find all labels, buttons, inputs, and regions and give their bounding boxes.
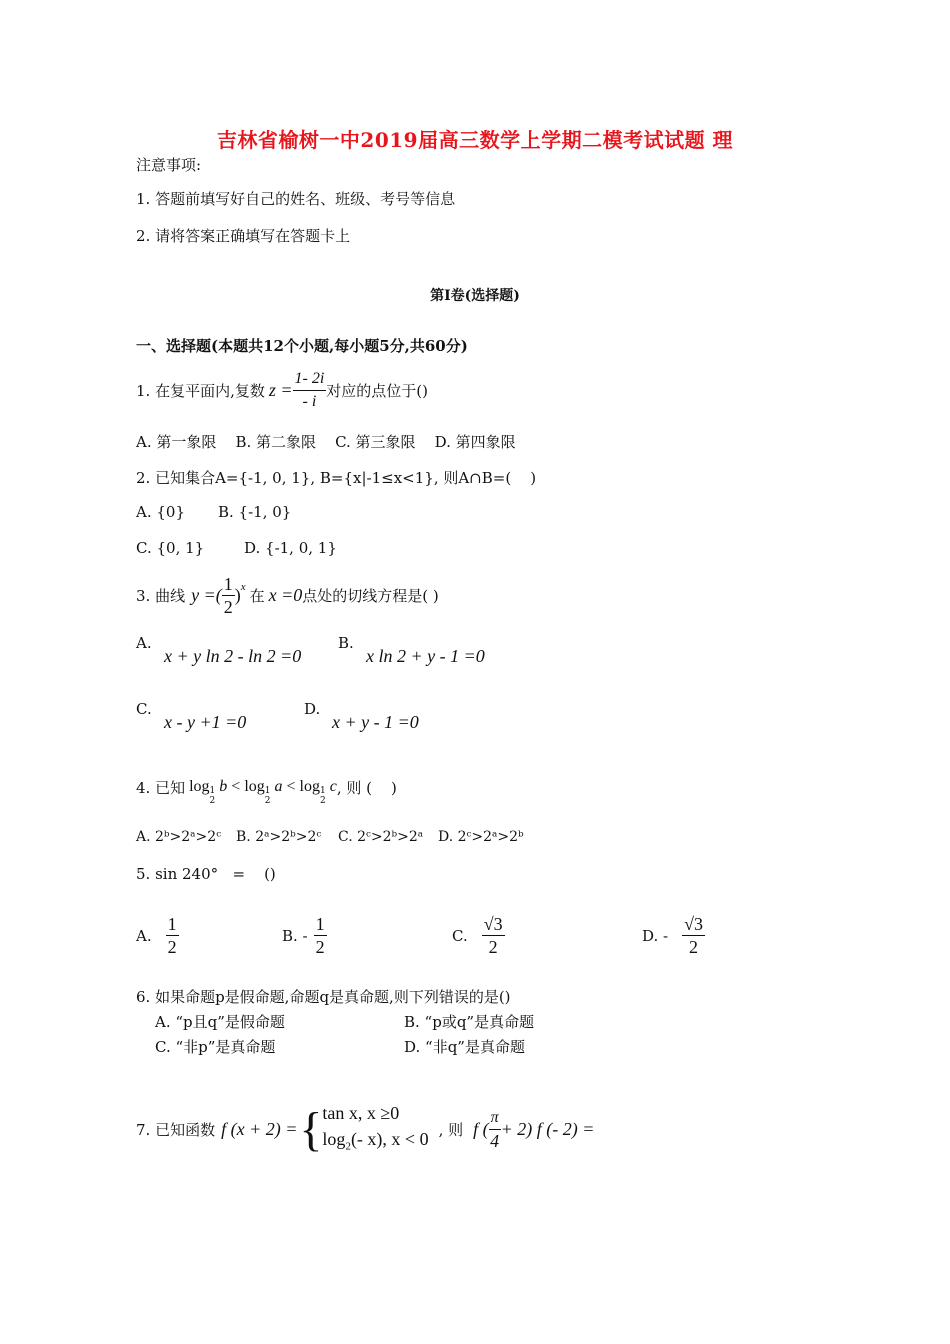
- q3-expr-post: ): [234, 585, 241, 605]
- question-3: [136, 573, 439, 618]
- q4-base-2-num: 1: [264, 786, 271, 796]
- q5-d-num: √3: [684, 914, 703, 934]
- q4-base-1-num: 1: [209, 786, 216, 796]
- q5-option-a: [136, 913, 179, 958]
- q4-option-a: A. 2ᵇ>2ᵃ>2ᶜ: [136, 829, 222, 845]
- q5-option-d: [642, 913, 705, 958]
- q4-base-3-den: 2: [319, 796, 326, 806]
- q3-numerator: 1: [223, 574, 233, 594]
- q3-lead: 3. 曲线: [136, 587, 186, 605]
- q5-label-b: B. -: [282, 926, 308, 945]
- part-heading: 第Ⅰ卷(选择题): [430, 288, 520, 304]
- q3-mid: 在: [249, 587, 265, 605]
- q7-pi: π: [489, 1107, 501, 1130]
- q3-point: x =0: [268, 585, 303, 605]
- q2-option-b: B. {-1, 0}: [218, 503, 292, 521]
- q7-case-2: [322, 1126, 428, 1160]
- q4-base-3: [320, 786, 326, 806]
- q4-base-1-den: 2: [209, 796, 216, 806]
- q7-rhs-pre: f (: [473, 1119, 489, 1140]
- q3-label-a: A.: [136, 634, 152, 652]
- q4-tail: , 则 ( ): [336, 778, 397, 797]
- question-1: [136, 368, 428, 413]
- q4-lt-1: <: [231, 778, 241, 795]
- q3-option-c: x - y +1 =0: [164, 712, 247, 732]
- q7-case-2-arg: (- x), x < 0: [350, 1129, 429, 1149]
- q5-a-fraction: [166, 913, 179, 958]
- q5-d-fraction: [682, 913, 705, 958]
- q1-var: z =: [268, 380, 293, 400]
- notice-item-2: 2. 请将答案正确填写在答题卡上: [136, 227, 351, 245]
- q5-label-d: D. -: [642, 926, 669, 945]
- notice-heading: 注意事项:: [136, 156, 202, 174]
- q3-option-b: x ln 2 + y - 1 =0: [366, 646, 485, 666]
- q4-option-b: B. 2ᵃ>2ᵇ>2ᶜ: [236, 829, 322, 845]
- q7-function: f (x + 2) =: [221, 1119, 298, 1140]
- q5-option-b: [282, 913, 327, 958]
- q5-label-c: C.: [452, 926, 468, 945]
- q4-log-2: log: [244, 778, 265, 795]
- q7-brace: {: [299, 1102, 323, 1156]
- q5-c-num: √3: [483, 914, 503, 934]
- q3-label-c: C.: [136, 700, 152, 718]
- q1-fraction: [293, 368, 327, 413]
- q1-tail: 对应的点位于(): [326, 382, 429, 400]
- q2-option-c: C. {0, 1}: [136, 539, 205, 557]
- q5-b-num: 1: [315, 914, 325, 934]
- notice-item-1: 1. 答题前填写好自己的姓名、班级、考号等信息: [136, 190, 456, 208]
- section-heading: 一、选择题(本题共12个小题,每小题5分,共60分): [136, 337, 468, 355]
- q7-pi-fraction: [489, 1107, 501, 1152]
- q4-base-1: [210, 786, 216, 806]
- q3-exponent: x: [240, 581, 246, 593]
- q5-b-den: 2: [315, 937, 325, 957]
- q4-var-a: a: [274, 778, 283, 795]
- q7-case-1: tan x, x ≥0: [322, 1103, 400, 1123]
- q4-lead: 4. 已知: [136, 778, 186, 797]
- question-4: [136, 768, 397, 806]
- q6-option-a: A. “p且q”是假命题: [155, 1013, 285, 1031]
- q4-log-1: log: [189, 778, 210, 795]
- q7-four: 4: [490, 1131, 500, 1152]
- q3-option-a: x + y ln 2 - ln 2 =0: [164, 646, 302, 666]
- q2-option-d: D. {-1, 0, 1}: [244, 539, 337, 557]
- q7-rhs-post: + 2) f (- 2) =: [500, 1119, 595, 1140]
- q1-denominator: - i: [302, 393, 317, 410]
- q2-option-a: A. {0}: [136, 503, 185, 521]
- q7-case-2-log: log: [322, 1129, 346, 1149]
- q5-label-a: A.: [136, 926, 152, 945]
- q6-option-b: B. “p或q”是真命题: [404, 1013, 535, 1031]
- q6-option-d: D. “非q”是真命题: [404, 1038, 525, 1056]
- q3-tail: 点处的切线方程是( ): [302, 587, 439, 605]
- q3-option-d: x + y - 1 =0: [332, 712, 419, 732]
- q7-lead: 7. 已知函数: [136, 1121, 216, 1140]
- question-7: [136, 1100, 594, 1160]
- document-title: 吉林省榆树一中2019届高三数学上学期二模考试试题 理: [216, 128, 734, 152]
- q4-var-c: c: [329, 778, 337, 795]
- q4-base-2: [265, 786, 271, 806]
- q5-a-den: 2: [167, 937, 177, 957]
- q4-lt-2: <: [286, 778, 296, 795]
- q6-option-c: C. “非p”是真命题: [155, 1038, 276, 1056]
- q4-base-3-num: 1: [319, 786, 326, 796]
- q3-label-d: D.: [304, 700, 321, 718]
- q3-expr-pre: y =(: [191, 585, 222, 605]
- q7-mid: , 则: [438, 1121, 464, 1140]
- q3-denominator: 2: [223, 597, 233, 617]
- q4-option-c: C. 2ᶜ>2ᵇ>2ᵃ: [338, 829, 424, 845]
- q4-base-2-den: 2: [264, 796, 271, 806]
- q5-c-fraction: [482, 913, 505, 958]
- q5-c-den: 2: [488, 937, 498, 957]
- question-2: 2. 已知集合A={-1, 0, 1}, B={x|-1≤x<1}, 则A∩B=( ): [136, 469, 537, 487]
- q1-numerator: 1- 2i: [293, 368, 327, 391]
- q5-a-num: 1: [167, 914, 177, 934]
- q5-option-c: [452, 913, 505, 958]
- q4-option-d: D. 2ᶜ>2ᵃ>2ᵇ: [438, 829, 524, 845]
- q7-case-2-base: 2: [345, 1140, 351, 1153]
- q5-b-fraction: [314, 913, 327, 958]
- q1-lead: 1. 在复平面内,复数: [136, 382, 265, 400]
- q3-fraction: [222, 573, 235, 618]
- q3-label-b: B.: [338, 634, 354, 652]
- q7-cases: [322, 1100, 428, 1160]
- q4-var-b: b: [219, 778, 228, 795]
- q5-d-den: 2: [689, 937, 699, 957]
- question-6: 6. 如果命题p是假命题,命题q是真命题,则下列错误的是(): [136, 988, 511, 1006]
- q1-options: A. 第一象限 B. 第二象限 C. 第三象限 D. 第四象限: [136, 433, 516, 451]
- question-5: 5. sin 240° = (): [136, 865, 276, 883]
- q4-log-3: log: [299, 778, 320, 795]
